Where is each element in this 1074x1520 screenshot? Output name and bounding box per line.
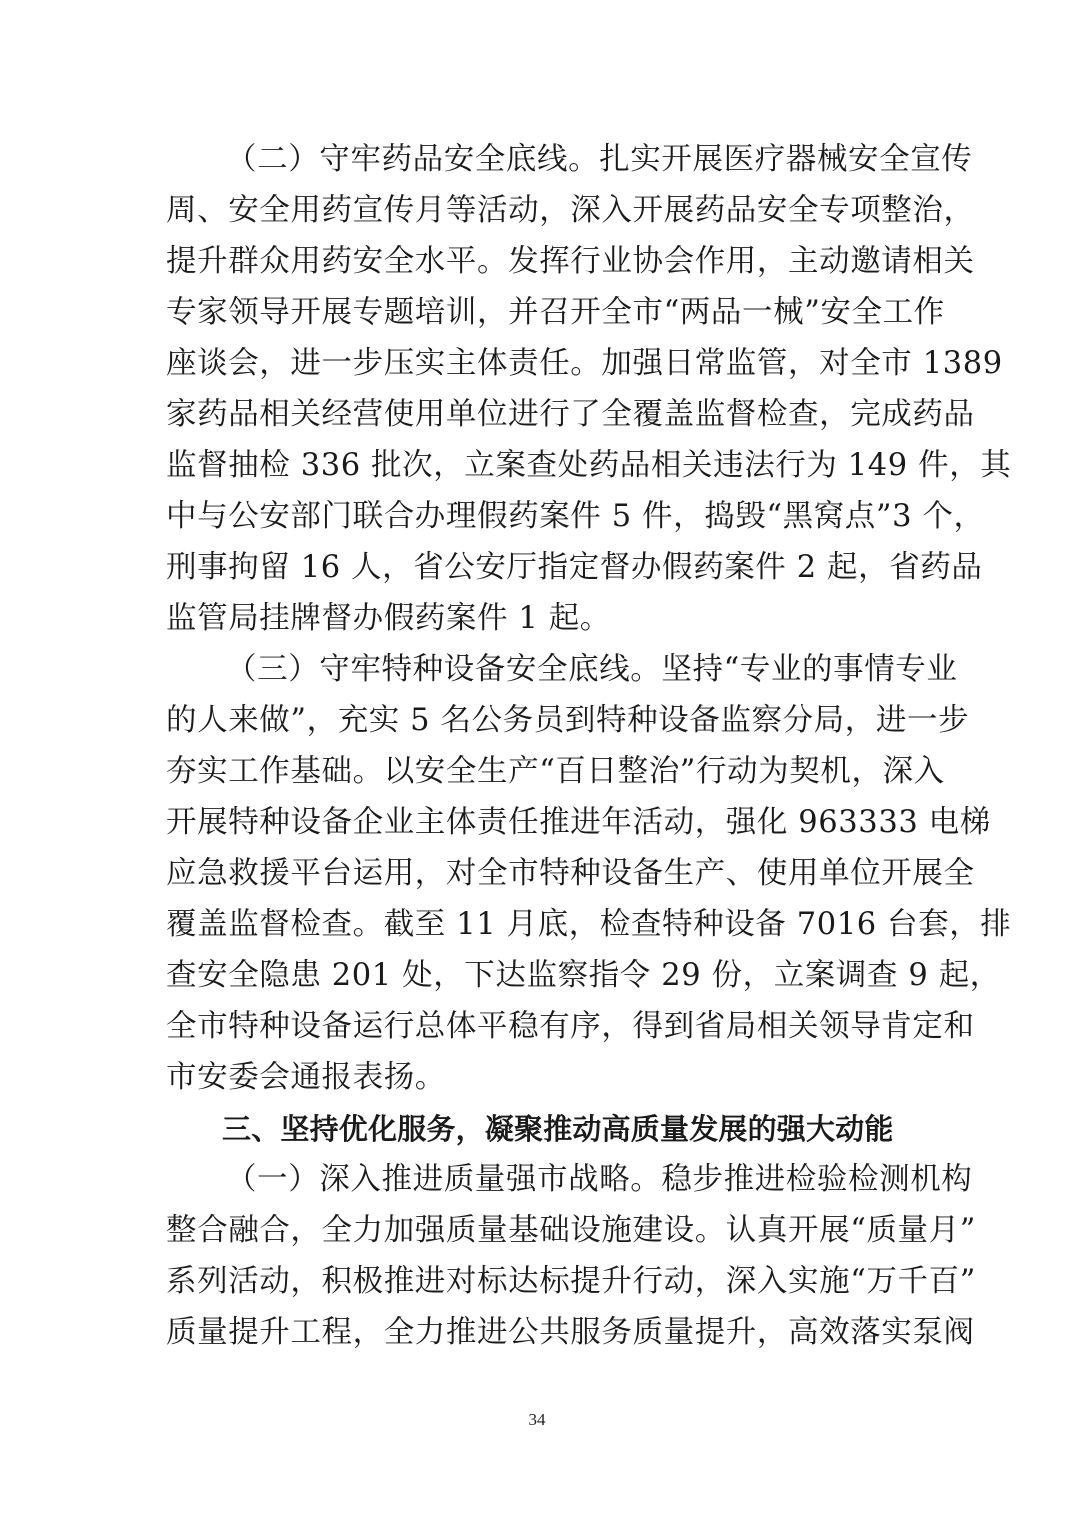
paragraph-3-line-5: 应急救援平台运用，对全市特种设备生产、使用单位开展全 bbox=[166, 856, 975, 891]
paragraph-2-line-4: 专家领导开展专题培训，并召开全市“两品一械”安全工作 bbox=[166, 295, 945, 330]
paragraph-2-line-1: （二）守牢药品安全底线。扎实开展医疗器械安全宣传 bbox=[226, 142, 973, 177]
paragraph-3-line-1: （三）守牢特种设备安全底线。坚持“专业的事情专业 bbox=[226, 652, 958, 687]
paragraph-2-line-6: 家药品相关经营使用单位进行了全覆盖监督检查，完成药品 bbox=[166, 397, 975, 432]
paragraph-4-line-1: （一）深入推进质量强市战略。稳步推进检验检测机构 bbox=[226, 1162, 973, 1197]
paragraph-3-line-9: 市安委会通报表扬。 bbox=[166, 1060, 446, 1095]
paragraph-3-line-6: 覆盖监督检查。截至 11 月底，检查特种设备 7016 台套，排 bbox=[166, 907, 1012, 942]
page-number: 34 bbox=[528, 1410, 546, 1429]
paragraph-4-line-3: 系列活动，积极推进对标达标提升行动，深入实施“万千百” bbox=[166, 1264, 976, 1299]
paragraph-2-line-2: 周、安全用药宣传月等活动，深入开展药品安全专项整治， bbox=[166, 193, 975, 228]
section-heading: 三、坚持优化服务，凝聚推动高质量发展的强大动能 bbox=[222, 1112, 894, 1146]
paragraph-3-line-3: 夯实工作基础。以安全生产“百日整治”行动为契机，深入 bbox=[166, 754, 945, 789]
paragraph-4-line-2: 整合融合，全力加强质量基础设施建设。认真开展“质量月” bbox=[166, 1213, 976, 1248]
paragraph-2-line-9: 刑事拘留 16 人，省公安厅指定督办假药案件 2 起，省药品 bbox=[166, 550, 983, 585]
paragraph-3-line-2: 的人来做”，充实 5 名公务员到特种设备监察分局，进一步 bbox=[166, 703, 970, 738]
paragraph-2-line-5: 座谈会，进一步压实主体责任。加强日常监管，对全市 1389 bbox=[166, 346, 1003, 381]
paragraph-2-line-3: 提升群众用药安全水平。发挥行业协会作用，主动邀请相关 bbox=[166, 244, 975, 279]
paragraph-2-line-7: 监督抽检 336 批次，立案查处药品相关违法行为 149 件，其 bbox=[166, 448, 1012, 483]
paragraph-2-line-10: 监管局挂牌督办假药案件 1 起。 bbox=[166, 601, 611, 636]
paragraph-3-line-8: 全市特种设备运行总体平稳有序，得到省局相关领导肯定和 bbox=[166, 1009, 975, 1044]
paragraph-2-line-8: 中与公安部门联合办理假药案件 5 件，捣毁“黑窝点”3 个， bbox=[166, 499, 985, 534]
paragraph-3-line-4: 开展特种设备企业主体责任推进年活动，强化 963333 电梯 bbox=[166, 805, 991, 840]
paragraph-4-line-4: 质量提升工程，全力推进公共服务质量提升，高效落实泵阀 bbox=[166, 1315, 975, 1350]
paragraph-3-line-7: 查安全隐患 201 处，下达监察指令 29 份，立案调查 9 起， bbox=[166, 958, 1001, 993]
